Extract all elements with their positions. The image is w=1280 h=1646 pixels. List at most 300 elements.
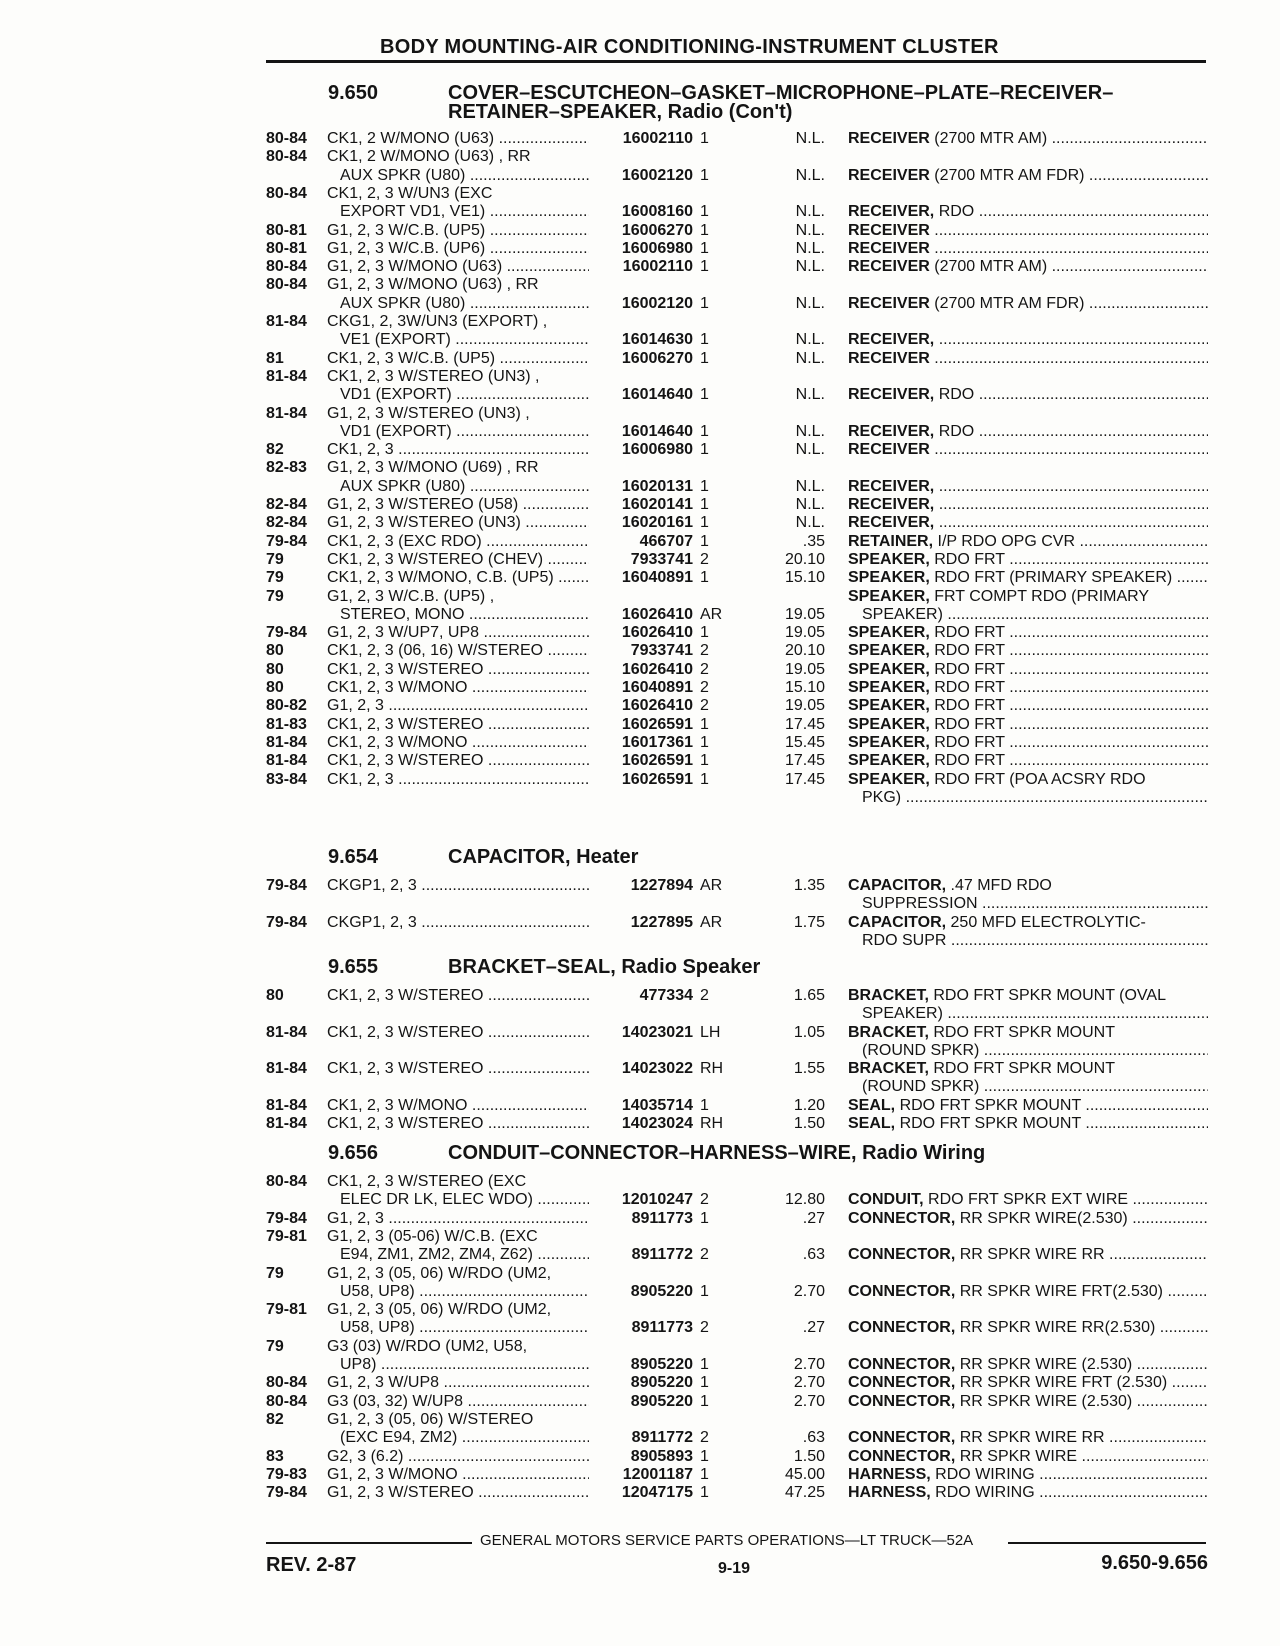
model-year: 81-84 — [266, 1115, 307, 1133]
item-name: SEAL, RDO FRT SPKR MOUNT ..... — [848, 1097, 1208, 1115]
table-row — [0, 1448, 1280, 1466]
part-number: 16002110 — [622, 258, 693, 276]
application-description: G1, 2, 3 (05, 06) W/RDO (UM2, — [327, 1301, 552, 1319]
part-number: 7933741 — [630, 642, 693, 660]
item-name: BRACKET, RDO FRT SPKR MOUNT — [848, 1023, 1115, 1041]
application-description: CK1, 2, 3 W/STEREO (UN3) , — [327, 367, 540, 385]
application-description: ELEC DR LK, ELEC WDO) ..... — [340, 1191, 589, 1209]
application-description: CK1, 2, 3 W/STEREO ..... — [327, 716, 589, 734]
item-name: CONNECTOR, RR SPKR WIRE (2.530) ..... — [848, 1356, 1208, 1374]
item-name: SPEAKER, RDO FRT (POA ACSRY RDO — [848, 770, 1146, 788]
item-name: CONNECTOR, RR SPKR WIRE(2.530) ..... — [848, 1210, 1208, 1228]
table-row — [0, 697, 1280, 715]
quantity: 2 — [700, 1429, 709, 1447]
quantity: 1 — [700, 1096, 709, 1114]
price: 45.00 — [784, 1465, 825, 1483]
application-description: CK1, 2, 3 W/UN3 (EXC — [327, 184, 493, 202]
table-row — [0, 148, 1280, 185]
table-row — [0, 496, 1280, 514]
model-year: 82-84 — [266, 514, 307, 532]
table-row — [0, 1393, 1280, 1411]
application-description: CKG1, 2, 3W/UN3 (EXPORT) , — [327, 313, 548, 330]
quantity: 2 — [700, 642, 709, 660]
quantity: 1 — [700, 624, 709, 642]
application-description: G1, 2, 3 W/MONO ..... — [327, 1466, 589, 1484]
section-title: CAPACITOR, Heater — [448, 846, 639, 868]
quantity: 1 — [700, 1465, 709, 1483]
quantity: AR — [700, 877, 723, 894]
price: 15.10 — [784, 569, 825, 587]
application-description: G1, 2, 3 (05, 06) W/RDO (UM2, — [327, 1264, 552, 1282]
part-number: 8911772 — [631, 1429, 693, 1447]
part-number: 12047175 — [621, 1484, 693, 1502]
section-title: COVER–ESCUTCHEON–GASKET–MICROPHONE–PLATE–RECEIVER– — [448, 82, 1114, 104]
application-description: G1, 2, 3 W/C.B. (UP5) ..... — [327, 222, 589, 240]
price: 2.70 — [793, 1282, 825, 1300]
quantity: 1 — [700, 496, 709, 513]
price: 1.20 — [793, 1096, 825, 1114]
application-description: CK1, 2, 3 (06, 16) W/STEREO ..... — [327, 642, 589, 660]
quantity: 1 — [700, 1374, 709, 1392]
item-name: CONNECTOR, RR SPKR WIRE ..... — [848, 1448, 1208, 1466]
item-name: SPEAKER, RDO FRT ..... — [848, 716, 1208, 734]
model-year: 81-84 — [266, 1096, 307, 1114]
part-number: 16002120 — [621, 294, 693, 312]
quantity: RH — [700, 1060, 724, 1078]
table-row — [0, 1484, 1280, 1502]
item-name: CONNECTOR, RR SPKR WIRE RR ..... — [848, 1429, 1208, 1447]
model-year: 80-84 — [266, 276, 307, 294]
item-name: RDO SUPR ..... — [862, 932, 1208, 950]
price: .63 — [802, 1429, 825, 1447]
item-name: RECEIVER ..... — [848, 350, 1208, 368]
application-description: E94, ZM1, ZM2, ZM4, Z62) ..... — [340, 1246, 589, 1264]
application-description: CK1, 2, 3 W/STEREO (EXC — [327, 1173, 527, 1190]
part-number: 1227895 — [630, 913, 693, 931]
part-number: 16040891 — [621, 679, 693, 696]
application-description: CKGP1, 2, 3 ..... — [327, 914, 589, 932]
table-row — [0, 276, 1280, 313]
quantity: 1 — [700, 715, 709, 733]
application-description: VD1 (EXPORT) ..... — [340, 423, 589, 441]
footer-rule-left — [266, 1542, 472, 1544]
item-name: BRACKET, RDO FRT SPKR MOUNT — [848, 1060, 1115, 1078]
price: 17.45 — [784, 752, 825, 770]
part-number: 1227894 — [630, 877, 693, 894]
item-name: CONNECTOR, RR SPKR WIRE RR(2.530) ..... — [848, 1319, 1208, 1337]
price: 1.35 — [793, 877, 825, 894]
footer-rule-right — [1008, 1542, 1206, 1544]
application-description: U58, UP8) ..... — [340, 1283, 589, 1301]
table-row — [0, 1265, 1280, 1302]
application-description: G1, 2, 3 W/MONO (U63) ..... — [327, 258, 589, 276]
quantity: 1 — [700, 569, 709, 587]
model-year: 80-84 — [266, 1374, 307, 1392]
application-description: U58, UP8) ..... — [340, 1319, 589, 1337]
section-number: 9.650 — [328, 82, 379, 104]
quantity: 1 — [700, 130, 709, 147]
table-row — [0, 1173, 1280, 1210]
table-row — [0, 679, 1280, 697]
model-year: 79 — [266, 569, 284, 587]
model-year: 80-84 — [266, 258, 307, 276]
table-row — [0, 1060, 1280, 1097]
price: 1.65 — [793, 987, 825, 1004]
price: N.L. — [795, 422, 825, 440]
part-number: 14023022 — [621, 1060, 693, 1078]
item-name: SPEAKER, RDO FRT ..... — [848, 551, 1208, 569]
model-year: 79 — [266, 1337, 284, 1355]
table-row — [0, 1097, 1280, 1115]
model-year: 81-84 — [266, 1060, 307, 1078]
table-row — [0, 1210, 1280, 1228]
model-year: 82-83 — [266, 459, 307, 477]
price: 2.70 — [793, 1392, 825, 1410]
part-number: 16014630 — [621, 331, 693, 349]
part-number: 16026591 — [621, 715, 693, 733]
part-number: 8911773 — [631, 1209, 693, 1227]
quantity: 1 — [700, 477, 709, 495]
part-number: 466707 — [639, 532, 693, 550]
item-name: RECEIVER, RDO ..... — [848, 203, 1208, 221]
application-description: G3 (03, 32) W/UP8 ..... — [327, 1393, 589, 1411]
part-number: 16008160 — [621, 203, 693, 221]
price: N.L. — [795, 130, 825, 147]
item-name: SPEAKER, RDO FRT ..... — [848, 752, 1208, 770]
model-year: 82 — [266, 1410, 284, 1428]
quantity: 1 — [700, 422, 709, 440]
price: N.L. — [795, 203, 825, 221]
application-description: CK1, 2, 3 W/STEREO ..... — [327, 1060, 589, 1078]
item-name: HARNESS, RDO WIRING ..... — [848, 1466, 1208, 1484]
table-row — [0, 914, 1280, 951]
model-year: 80-81 — [266, 221, 307, 239]
price: 20.10 — [784, 642, 825, 660]
table-row — [0, 1374, 1280, 1392]
part-number: 16006980 — [621, 239, 693, 257]
item-name: RECEIVER, RDO ..... — [848, 423, 1208, 441]
application-description: CK1, 2 W/MONO (U63) ..... — [327, 130, 589, 148]
part-number: 8911773 — [631, 1319, 693, 1337]
item-name: RECEIVER, ..... — [848, 514, 1208, 532]
part-number: 16026410 — [621, 605, 693, 623]
table-row — [0, 987, 1280, 1024]
quantity: 1 — [700, 1392, 709, 1410]
part-number: 16006270 — [621, 349, 693, 367]
application-description: CK1, 2, 3 (EXC RDO) ..... — [327, 533, 589, 551]
part-number: 16026591 — [621, 770, 693, 788]
application-description: G1, 2, 3 ..... — [327, 1210, 589, 1228]
table-row — [0, 551, 1280, 569]
table-row — [0, 624, 1280, 642]
part-number: 16026410 — [621, 624, 693, 642]
table-row — [0, 185, 1280, 222]
price: 19.05 — [784, 660, 825, 678]
quantity: 1 — [700, 1447, 709, 1465]
part-number: 16026591 — [621, 752, 693, 770]
model-year: 79-81 — [266, 1227, 307, 1245]
section-number: 9.654 — [328, 846, 379, 868]
item-name: SPEAKER) ..... — [862, 1005, 1208, 1023]
application-description: G3 (03) W/RDO (UM2, U58, — [327, 1337, 528, 1355]
part-number: 8905220 — [630, 1282, 693, 1300]
application-description: EXPORT VD1, VE1) ..... — [340, 203, 589, 221]
section-number: 9.655 — [328, 956, 379, 978]
table-row — [0, 130, 1280, 148]
table-row — [0, 405, 1280, 442]
price: 20.10 — [784, 550, 825, 568]
application-description: CKGP1, 2, 3 ..... — [327, 877, 589, 895]
model-year: 81-84 — [266, 733, 307, 751]
table-row — [0, 313, 1280, 350]
table-row — [0, 734, 1280, 752]
table-row — [0, 569, 1280, 587]
quantity: 1 — [700, 221, 709, 239]
item-name: RECEIVER ..... — [848, 240, 1208, 258]
table-row — [0, 350, 1280, 368]
model-year: 80 — [266, 660, 284, 678]
footer-rev: REV. 2-87 — [266, 1554, 357, 1576]
item-name: (ROUND SPKR) ..... — [862, 1042, 1208, 1060]
application-description: G1, 2, 3 ..... — [327, 697, 589, 715]
price: 1.50 — [793, 1115, 825, 1133]
price: 19.05 — [784, 624, 825, 642]
footer-center: GENERAL MOTORS SERVICE PARTS OPERATIONS—LT TRUCK—52A — [480, 1532, 974, 1549]
part-number: 8905220 — [630, 1374, 693, 1392]
price: 2.70 — [793, 1374, 825, 1392]
price: .27 — [802, 1209, 825, 1227]
price: N.L. — [795, 477, 825, 495]
price: 1.50 — [793, 1447, 825, 1465]
part-number: 7933741 — [630, 550, 693, 568]
table-row — [0, 459, 1280, 496]
application-description: CK1, 2, 3 W/STEREO ..... — [327, 752, 589, 770]
application-description: STEREO, MONO ..... — [340, 606, 589, 624]
quantity: 1 — [700, 1209, 709, 1227]
item-name: RECEIVER, ..... — [848, 331, 1208, 349]
price: 1.55 — [793, 1060, 825, 1078]
item-name: CONNECTOR, RR SPKR WIRE (2.530) ..... — [848, 1393, 1208, 1411]
item-name: BRACKET, RDO FRT SPKR MOUNT (OVAL — [848, 987, 1166, 1004]
quantity: 1 — [700, 1355, 709, 1373]
table-row — [0, 771, 1280, 808]
quantity: AR — [700, 913, 723, 931]
item-name: RETAINER, I/P RDO OPG CVR ..... — [848, 533, 1208, 551]
model-year: 80-84 — [266, 130, 307, 147]
table-row — [0, 441, 1280, 459]
table-row — [0, 1228, 1280, 1265]
item-name: RECEIVER (2700 MTR AM FDR) ..... — [848, 295, 1208, 313]
application-description: UP8) ..... — [340, 1356, 589, 1374]
section-title: RETAINER–SPEAKER, Radio (Con't) — [448, 101, 793, 123]
table-row — [0, 1466, 1280, 1484]
model-year: 80-84 — [266, 1173, 307, 1190]
item-name: CAPACITOR, 250 MFD ELECTROLYTIC- — [848, 913, 1146, 931]
quantity: 1 — [700, 331, 709, 349]
part-number: 16006270 — [621, 221, 693, 239]
item-name: PKG) ..... — [862, 789, 1208, 807]
quantity: 2 — [700, 660, 709, 678]
model-year: 81-84 — [266, 1023, 307, 1041]
item-name: SPEAKER, RDO FRT ..... — [848, 679, 1208, 697]
application-description: (EXC E94, ZM2) ..... — [340, 1429, 589, 1447]
model-year: 79-84 — [266, 532, 307, 550]
item-name: CONNECTOR, RR SPKR WIRE FRT (2.530) ..... — [848, 1374, 1208, 1392]
item-name: RECEIVER (2700 MTR AM) ..... — [848, 130, 1208, 148]
part-number: 16020161 — [621, 514, 693, 532]
item-name: RECEIVER (2700 MTR AM) ..... — [848, 258, 1208, 276]
price: N.L. — [795, 294, 825, 312]
model-year: 79-84 — [266, 913, 307, 931]
part-number: 16002120 — [621, 166, 693, 184]
application-description: CK1, 2, 3 W/MONO, C.B. (UP5) ..... — [327, 569, 589, 587]
price: .63 — [802, 1246, 825, 1264]
table-row — [0, 661, 1280, 679]
table-row — [0, 752, 1280, 770]
table-row — [0, 588, 1280, 625]
model-year: 82-84 — [266, 496, 307, 513]
item-name: CONDUIT, RDO FRT SPKR EXT WIRE ..... — [848, 1191, 1208, 1209]
item-name: RECEIVER, ..... — [848, 478, 1208, 496]
model-year: 80 — [266, 987, 284, 1004]
quantity: 1 — [700, 239, 709, 257]
item-name: SPEAKER, RDO FRT ..... — [848, 697, 1208, 715]
model-year: 80-81 — [266, 239, 307, 257]
price: 15.10 — [784, 679, 825, 696]
item-name: RECEIVER, ..... — [848, 496, 1208, 514]
item-name: CONNECTOR, RR SPKR WIRE FRT(2.530) ..... — [848, 1283, 1208, 1301]
model-year: 83-84 — [266, 770, 307, 788]
application-description: AUX SPKR (U80) ..... — [340, 478, 589, 496]
quantity: LH — [700, 1023, 721, 1041]
item-name: HARNESS, RDO WIRING ..... — [848, 1484, 1208, 1502]
model-year: 80-82 — [266, 697, 307, 715]
item-name: RECEIVER (2700 MTR AM FDR) ..... — [848, 167, 1208, 185]
part-number: 8905893 — [630, 1447, 693, 1465]
quantity: 2 — [700, 987, 709, 1004]
application-description: G1, 2, 3 (05, 06) W/STEREO — [327, 1410, 534, 1428]
application-description: CK1, 2, 3 W/MONO ..... — [327, 734, 589, 752]
application-description: G1, 2, 3 W/MONO (U63) , RR — [327, 276, 539, 294]
price: 2.70 — [793, 1355, 825, 1373]
part-number: 477334 — [639, 987, 693, 1004]
application-description: G1, 2, 3 W/STEREO (U58) ..... — [327, 496, 589, 514]
quantity: 2 — [700, 1246, 709, 1264]
quantity: RH — [700, 1115, 724, 1133]
quantity: 1 — [700, 770, 709, 788]
application-description: VD1 (EXPORT) ..... — [340, 386, 589, 404]
price: N.L. — [795, 514, 825, 532]
price: N.L. — [795, 221, 825, 239]
application-description: CK1, 2, 3 ..... — [327, 771, 589, 789]
item-name: SPEAKER, RDO FRT ..... — [848, 642, 1208, 660]
table-row — [0, 240, 1280, 258]
application-description: G1, 2, 3 W/UP8 ..... — [327, 1374, 589, 1392]
price: 47.25 — [784, 1484, 825, 1502]
model-year: 79-81 — [266, 1301, 307, 1319]
table-row — [0, 716, 1280, 734]
part-number: 14035714 — [621, 1096, 693, 1114]
application-description: CK1, 2, 3 W/STEREO ..... — [327, 661, 589, 679]
quantity: 2 — [700, 550, 709, 568]
price: 19.05 — [784, 605, 825, 623]
application-description: AUX SPKR (U80) ..... — [340, 295, 589, 313]
table-row — [0, 368, 1280, 405]
quantity: 1 — [700, 1484, 709, 1502]
quantity: 1 — [700, 386, 709, 404]
footer-section-range: 9.650-9.656 — [1101, 1552, 1208, 1574]
price: 17.45 — [784, 770, 825, 788]
table-row — [0, 642, 1280, 660]
item-name: SUPPRESSION ..... — [862, 895, 1208, 913]
header-title: BODY MOUNTING-AIR CONDITIONING-INSTRUMENT CLUSTER — [380, 36, 999, 58]
quantity: 1 — [700, 203, 709, 221]
part-number: 12010247 — [621, 1191, 693, 1209]
quantity: 2 — [700, 1191, 709, 1209]
application-description: G1, 2, 3 W/C.B. (UP6) ..... — [327, 240, 589, 258]
model-year: 81-84 — [266, 752, 307, 770]
model-year: 79-84 — [266, 624, 307, 642]
model-year: 83 — [266, 1447, 284, 1465]
section-title: BRACKET–SEAL, Radio Speaker — [448, 956, 761, 978]
part-number: 16026410 — [621, 660, 693, 678]
application-description: CK1, 2 W/MONO (U63) , RR — [327, 148, 531, 166]
item-name: RECEIVER, RDO ..... — [848, 386, 1208, 404]
application-description: G1, 2, 3 W/C.B. (UP5) , — [327, 587, 495, 605]
item-name: SPEAKER, RDO FRT ..... — [848, 734, 1208, 752]
model-year: 79 — [266, 587, 284, 605]
section-title: CONDUIT–CONNECTOR–HARNESS–WIRE, Radio Wiring — [448, 1142, 986, 1164]
quantity: 2 — [700, 1319, 709, 1337]
model-year: 79-84 — [266, 1209, 307, 1227]
item-name: RECEIVER ..... — [848, 441, 1208, 459]
price: N.L. — [795, 331, 825, 349]
price: 1.05 — [793, 1023, 825, 1041]
quantity: 1 — [700, 752, 709, 770]
model-year: 81-84 — [266, 313, 307, 330]
application-description: CK1, 2, 3 W/STEREO ..... — [327, 1115, 589, 1133]
price: 12.80 — [784, 1191, 825, 1209]
part-number: 8905220 — [630, 1392, 693, 1410]
model-year: 81-84 — [266, 367, 307, 385]
item-name: RECEIVER ..... — [848, 222, 1208, 240]
table-row — [0, 1338, 1280, 1375]
table-row — [0, 222, 1280, 240]
item-name: SPEAKER, RDO FRT ..... — [848, 624, 1208, 642]
application-description: G1, 2, 3 W/STEREO (UN3) , — [327, 404, 530, 422]
table-row — [0, 533, 1280, 551]
application-description: CK1, 2, 3 W/STEREO ..... — [327, 1024, 589, 1042]
application-description: G1, 2, 3 (05-06) W/C.B. (EXC — [327, 1227, 538, 1245]
application-description: CK1, 2, 3 W/STEREO ..... — [327, 987, 589, 1005]
application-description: AUX SPKR (U80) ..... — [340, 167, 589, 185]
price: N.L. — [795, 166, 825, 184]
model-year: 82 — [266, 441, 284, 459]
price: 19.05 — [784, 697, 825, 715]
item-name: SPEAKER, RDO FRT (PRIMARY SPEAKER) ..... — [848, 569, 1208, 587]
application-description: VE1 (EXPORT) ..... — [340, 331, 589, 349]
part-number: 16014640 — [621, 386, 693, 404]
price: N.L. — [795, 349, 825, 367]
part-number: 16002110 — [622, 130, 693, 147]
model-year: 80-84 — [266, 184, 307, 202]
table-row — [0, 877, 1280, 914]
price: N.L. — [795, 386, 825, 404]
price: 1.75 — [793, 913, 825, 931]
quantity: 1 — [700, 1282, 709, 1300]
footer-page-number: 9-19 — [718, 1560, 751, 1577]
table-row — [0, 1301, 1280, 1338]
